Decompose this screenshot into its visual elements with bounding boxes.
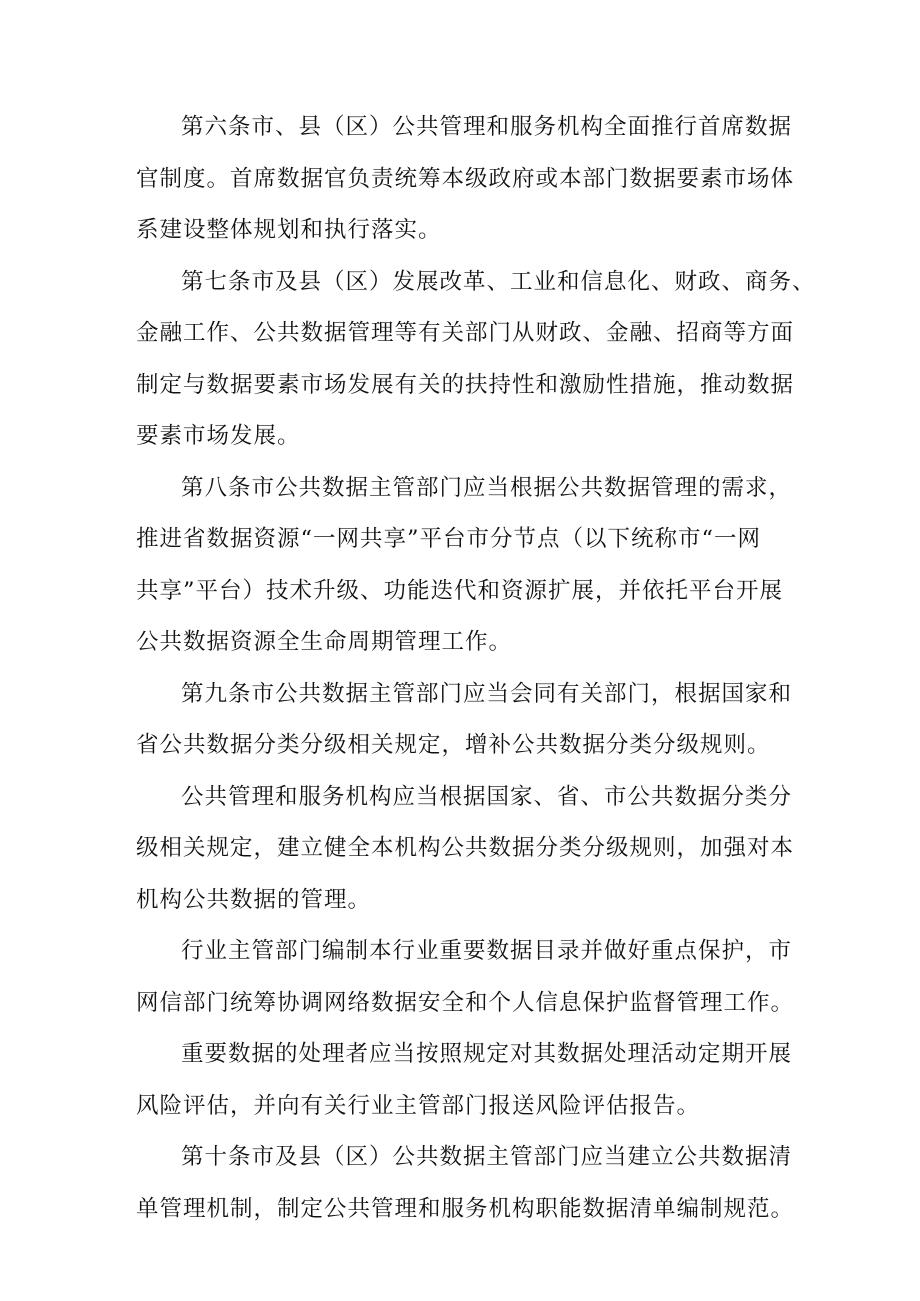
text-line: 第十条市及县（区）公共数据主管部门应当建立公共数据清 xyxy=(181,1144,793,1170)
paragraph-article-10 xyxy=(136,1132,795,1235)
text-line: 第九条市公共数据主管部门应当会同有关部门，根据国家和 xyxy=(181,680,793,707)
paragraph-article-6 xyxy=(136,102,795,257)
text-line: 制定与数据要素市场发展有关的扶持性和激励性措施，推动数据 xyxy=(136,371,795,398)
paragraph-article-9 xyxy=(136,669,791,772)
paragraph-article-9-risk-assessment xyxy=(136,1029,791,1132)
text-line: 重要数据的处理者应当按照规定对其数据处理活动定期开展 xyxy=(181,1041,793,1067)
document-body xyxy=(136,102,816,1235)
text-line: 第七条市及县（区）发展改革、工业和信息化、财政、商务、 xyxy=(181,268,816,295)
text-line: 网信部门统筹协调网络数据安全和个人信息保护监督管理工作。 xyxy=(136,989,795,1016)
text-line: 行业主管部门编制本行业重要数据目录并做好重点保护，市 xyxy=(181,938,793,964)
text-line: 共享”平台）技术升级、功能迭代和资源扩展，并依托平台开展 xyxy=(136,577,784,604)
text-line: 官制度。首席数据官负责统筹本级政府或本部门数据要素市场体 xyxy=(136,165,795,192)
text-line: 公共数据资源全生命周期管理工作。 xyxy=(136,629,513,655)
text-line: 推进省数据资源“一网共享”平台市分节点（以下统称市“一网 xyxy=(136,526,762,552)
paragraph-article-9-classification xyxy=(136,772,795,927)
text-line: 单管理机制，制定公共管理和服务机构职能数据清单编制规范。 xyxy=(136,1195,795,1222)
text-line: 级相关规定，建立健全本机构公共数据分类分级规则，加强对本 xyxy=(136,835,795,861)
paragraph-article-8 xyxy=(136,463,791,669)
text-line: 金融工作、公共数据管理等有关部门从财政、金融、招商等方面 xyxy=(136,320,795,346)
text-line: 省公共数据分类分级相关规定，增补公共数据分类分级规则。 xyxy=(136,732,771,758)
text-line: 机构公共数据的管理。 xyxy=(136,886,372,913)
text-line: 风险评估，并向有关行业主管部门报送风险评估报告。 xyxy=(136,1092,701,1119)
text-line: 公共管理和服务机构应当根据国家、省、市公共数据分类分 xyxy=(181,783,793,810)
text-line: 系建设整体规划和执行落实。 xyxy=(136,217,442,243)
paragraph-article-7 xyxy=(136,257,816,463)
text-line: 要素市场发展。 xyxy=(136,423,301,449)
text-line: 第八条市公共数据主管部门应当根据公共数据管理的需求， xyxy=(181,474,793,501)
text-line: 第六条市、县（区）公共管理和服务机构全面推行首席数据 xyxy=(181,114,793,140)
paragraph-article-9-important-data xyxy=(136,926,795,1029)
